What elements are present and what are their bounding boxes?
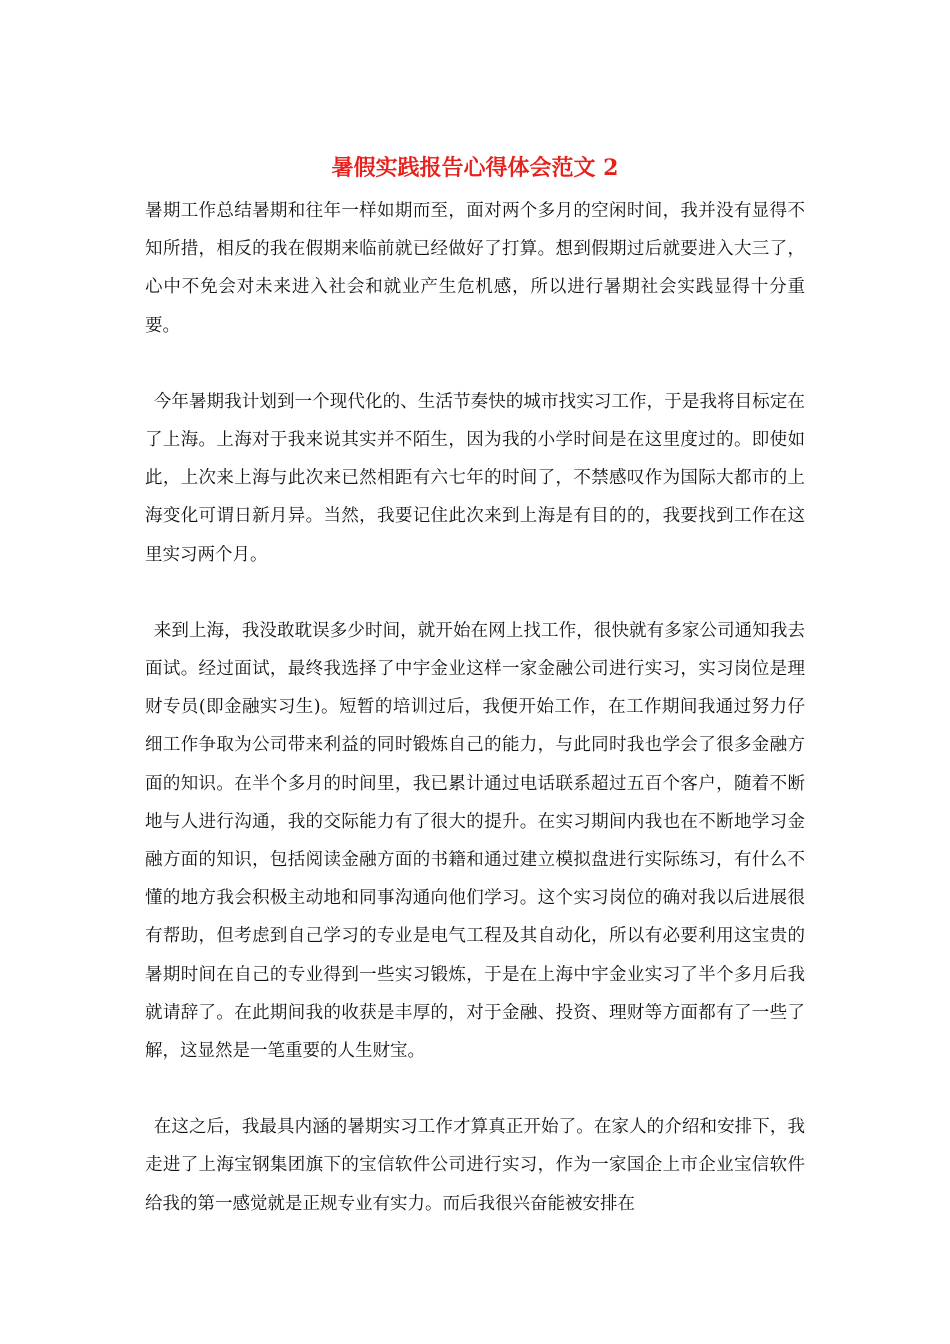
paragraph-4: 在这之后，我最具内涵的暑期实习工作才算真正开始了。在家人的介绍和安排下，我走进了上海宝钢集团旗下的宝信软件公司进行实习，作为一家国企上市企业宝信软件给我的第一感觉就是正规专业有实力。而后我很兴奋能被安排在 [145, 1117, 805, 1214]
paragraph-1: 暑期工作总结暑期和往年一样如期而至，面对两个多月的空闲时间，我并没有显得不知所措，相反的我在假期来临前就已经做好了打算。想到假期过后就要进入大三了，心中不免会对未来进入社会和就业产生危机感，所以进行暑期社会实践显得十分重要。 [145, 201, 805, 336]
document-title: 暑假实践报告心得体会范文 2 [331, 155, 619, 181]
paragraph-3: 来到上海，我没敢耽误多少时间，就开始在网上找工作，很快就有多家公司通知我去面试。经过面试，最终我选择了中宇金业这样一家金融公司进行实习，实习岗位是理财专员(即金融实习生)。短暂的培训过后，我便开始工作，在工作期间我通过努力仔细工作争取为公司带来利益的同时锻炼自己的能力，与此同时我也学会了很多金融方面的知识。在半个多月的时间里，我已累计通过电话联系超过五百个客户，随着不断地与人进行沟通，我的交际能力有了很大的提升。在实习期间内我也在不断地学习金融方面的知识，包括阅读金融方面的书籍和通过建立模拟盘进行实际练习，有什么不懂的地方我会积极主动地和同事沟通向他们学习。这个实习岗位的确对我以后进展很有帮助，但考虑到自己学习的专业是电气工程及其自动化，所以有必要利用这宝贵的暑期时间在自己的专业得到一些实习锻炼，于是在上海中宇金业实习了半个多月后我就请辞了。在此期间我的收获是丰厚的，对于金融、投资、理财等方面都有了一些了解，这显然是一笔重要的人生财宝。 [145, 620, 805, 1062]
document-body [145, 192, 805, 1261]
paragraph-2: 今年暑期我计划到一个现代化的、生活节奏快的城市找实习工作，于是我将目标定在了上海。上海对于我来说其实并不陌生，因为我的小学时间是在这里度过的。即使如此，上次来上海与此次来已然相距有六七年的时间了，不禁感叹作为国际大都市的上海变化可谓日新月异。当然，我要记住此次来到上海是有目的的，我要找到工作在这里实习两个月。 [145, 391, 805, 565]
